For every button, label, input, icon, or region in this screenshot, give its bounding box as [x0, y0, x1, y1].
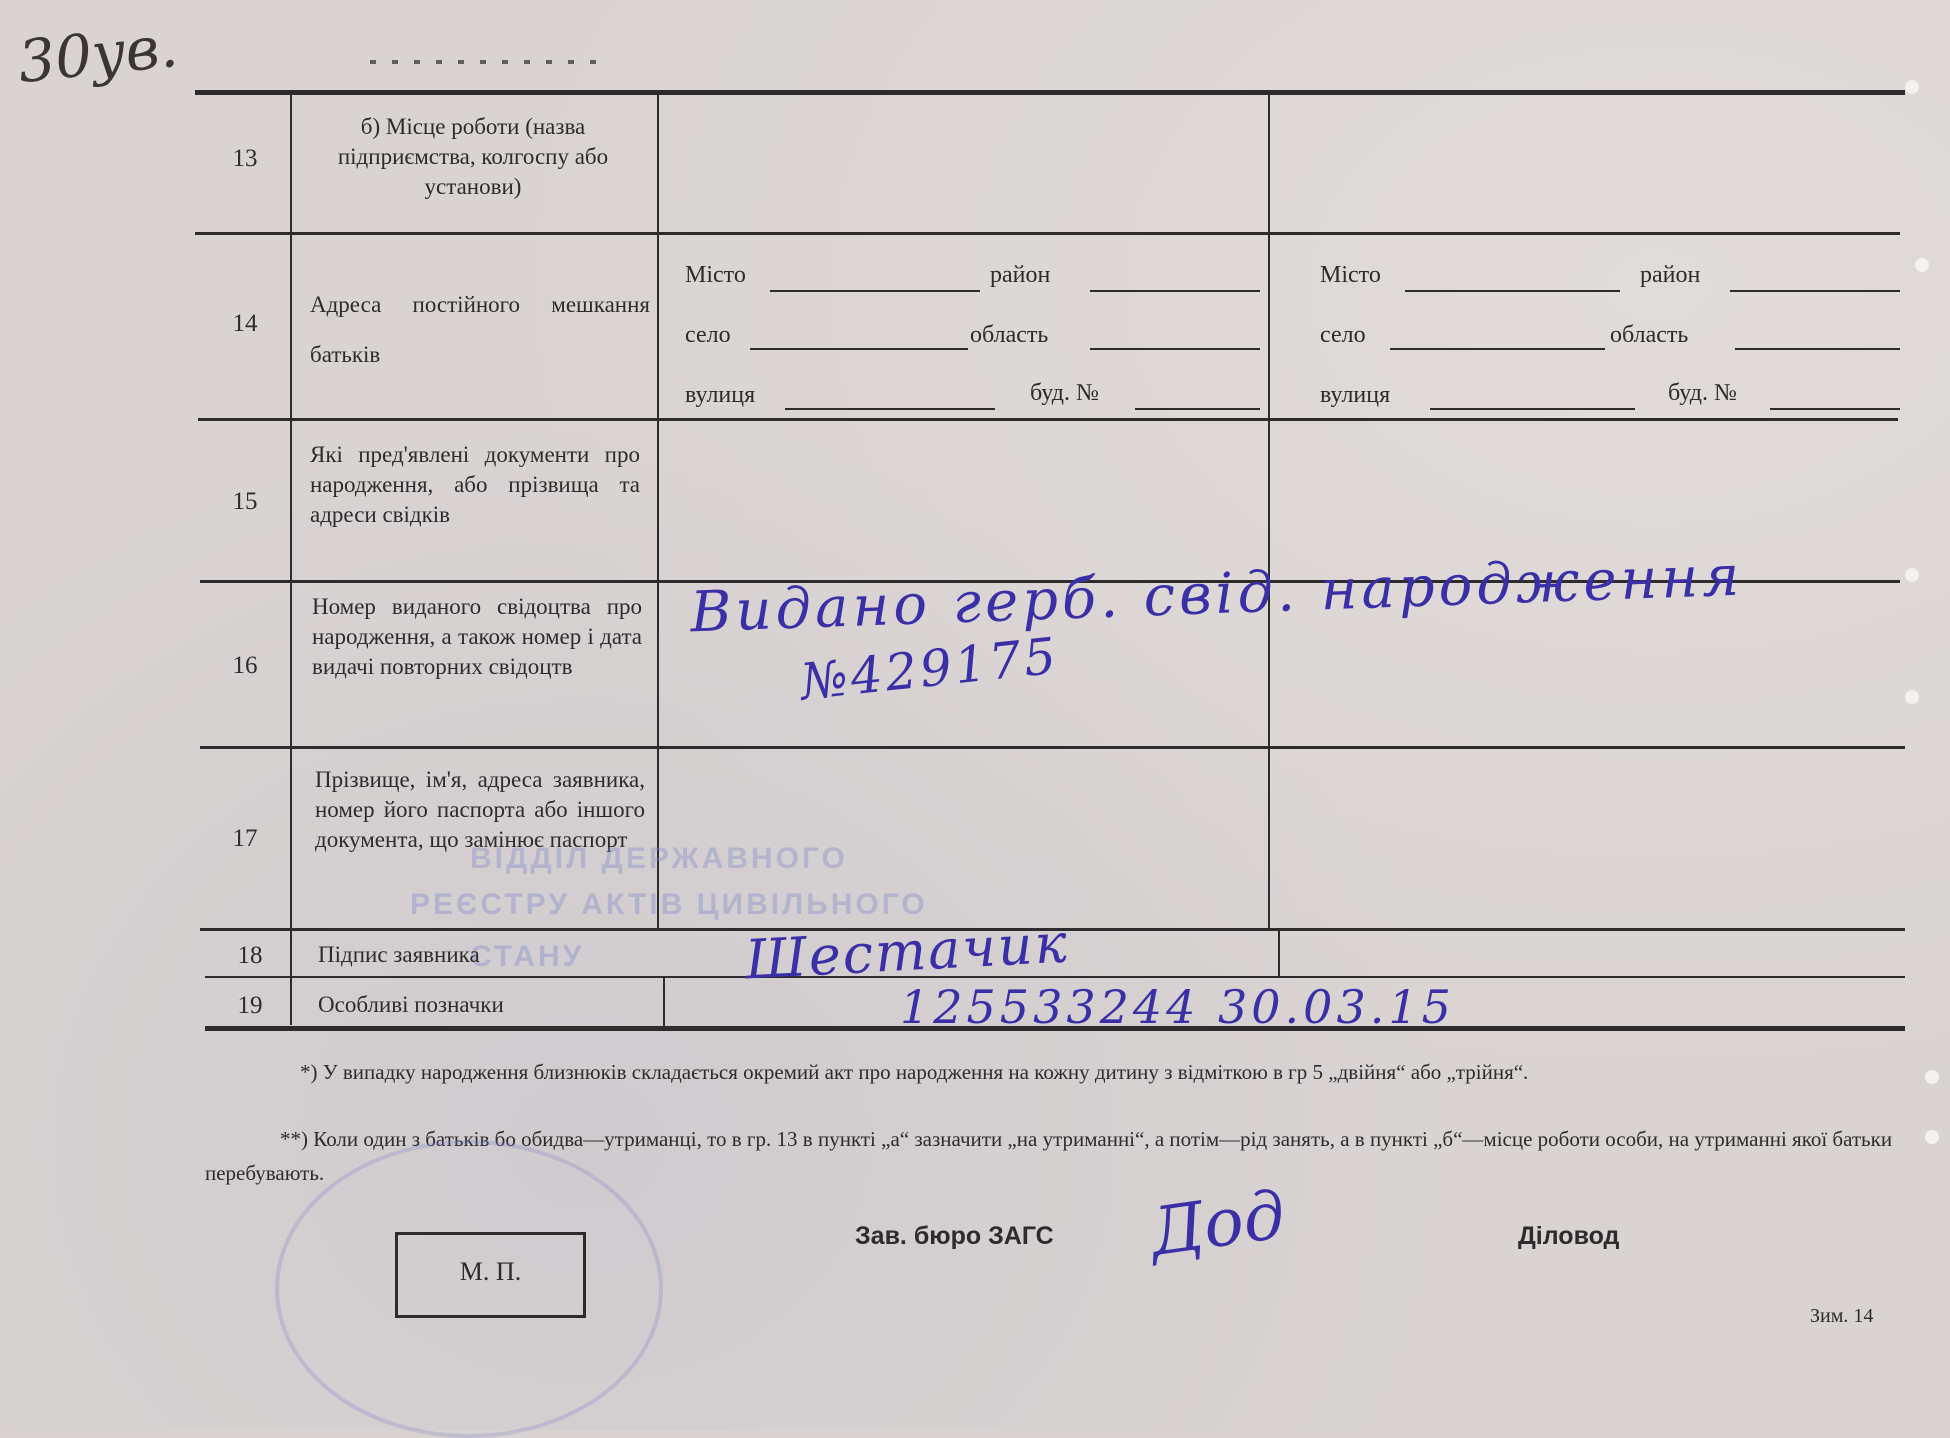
row-number: 16	[232, 652, 258, 679]
corner-note: 30ув.	[14, 11, 181, 97]
building-label: буд. №	[1030, 380, 1099, 406]
binding-hole	[1925, 1070, 1939, 1084]
row-divider	[198, 418, 1898, 421]
applicant-signature: Шестачик	[743, 911, 1071, 992]
head-signature: Дод	[1145, 1175, 1290, 1272]
row-label: Які пред'явлені документи про народження, або прізвища та адреси свідків	[310, 442, 640, 527]
district-blank	[1730, 290, 1900, 292]
row-number: 15	[232, 488, 258, 515]
table-top-rule	[195, 90, 1905, 95]
region-label: область	[1610, 322, 1689, 348]
binding-hole	[1905, 80, 1919, 94]
row-divider	[195, 232, 1900, 235]
clerk-label: Діловод	[1518, 1222, 1620, 1250]
footnote-twins: *) У випадку народження близнюків складається окремий акт про народження на кожну дитину з відміткою в гр 5 „двійня“ або „трійня“.	[300, 1060, 1529, 1084]
region-blank	[1090, 348, 1260, 350]
city-blank	[1405, 290, 1620, 292]
city-blank	[770, 290, 980, 292]
street-label: вулиця	[1320, 382, 1391, 408]
head-of-bureau-label: Зав. бюро ЗАГС	[855, 1222, 1054, 1250]
binding-hole	[1905, 690, 1919, 704]
stamp-line: ВІДДІЛ ДЕРЖАВНОГО	[470, 842, 848, 875]
stamp-line: РЕЄСТРУ АКТІВ ЦИВІЛЬНОГО	[410, 888, 928, 921]
footnote-dependents: **) Коли один з батьків бо обидва—утриманці, то в гр. 13 в пункті „а“ зазначити „на утриманні“, а потім—рід занять, а в пункті „б“—місце роботи особи, на утриманні якої батьки перебувають.	[205, 1127, 1893, 1185]
row-label: Прізвище, ім'я, адреса заявника, номер його паспорта або іншого документа, що замінює паспорт	[315, 767, 645, 852]
row-label: Номер виданого свідоцтва про народження, а також номер і дата видачі повторних свідоцтв	[312, 594, 642, 679]
region-blank	[1735, 348, 1900, 350]
row-label: Адреса постійного мешкання батьків	[310, 292, 650, 367]
col-divider-label-lower	[663, 978, 665, 1026]
street-label: вулиця	[685, 382, 756, 408]
building-blank	[1135, 408, 1260, 410]
row-label: Підпис заявника	[318, 942, 480, 967]
district-label: район	[1640, 262, 1701, 288]
village-blank	[1390, 348, 1605, 350]
binding-hole	[1905, 568, 1919, 582]
binding-hole	[1925, 1130, 1939, 1144]
handwritten-certificate-note: Видано герб. свід. народження	[689, 543, 1745, 646]
row-divider	[200, 746, 1905, 749]
col-divider-parents	[1268, 95, 1270, 928]
form-code: Зим. 14	[1810, 1305, 1874, 1327]
col-divider-label	[657, 95, 659, 930]
city-label: Місто	[685, 262, 746, 288]
binding-hole	[1915, 258, 1929, 272]
row-number: 19	[237, 992, 263, 1019]
seal-placeholder-label: М. П.	[459, 1257, 522, 1286]
col-divider-num	[290, 95, 292, 1025]
village-label: село	[1320, 322, 1366, 348]
row-number: 13	[232, 145, 258, 172]
seal-placeholder-box	[395, 1232, 586, 1318]
col-divider-parents-lower	[1278, 930, 1280, 976]
village-blank	[750, 348, 968, 350]
row-number: 14	[232, 310, 258, 337]
street-blank	[785, 408, 995, 410]
row-label: Особливі позначки	[318, 992, 504, 1017]
city-label: Місто	[1320, 262, 1381, 288]
row-divider	[205, 976, 1905, 978]
row-label: б) Місце роботи (назва підприємства, колгоспу або установи)	[337, 114, 609, 199]
building-label: буд. №	[1668, 380, 1737, 406]
district-blank	[1090, 290, 1260, 292]
special-note-handwritten: 125533244 30.03.15	[900, 980, 1455, 1034]
district-label: район	[990, 262, 1051, 288]
stamp-line: СТАНУ	[470, 940, 585, 973]
street-blank	[1430, 408, 1635, 410]
village-label: село	[685, 322, 731, 348]
top-dots	[370, 60, 600, 64]
row-number: 17	[232, 825, 258, 852]
row-number: 18	[237, 942, 263, 969]
handwritten-certificate-number: №429175	[797, 626, 1062, 712]
region-label: область	[970, 322, 1049, 348]
building-blank	[1770, 408, 1900, 410]
